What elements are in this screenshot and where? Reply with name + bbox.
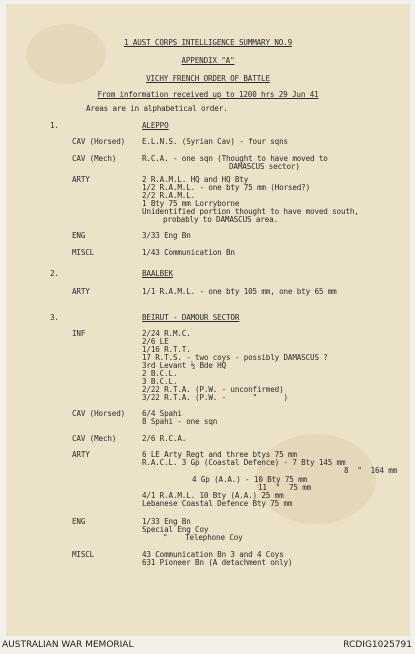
unit-entry: 3rd Levant ½ Bde HQ: [142, 361, 227, 370]
unit-label: ARTY: [72, 450, 90, 459]
unit-entry: 2/6 R.C.A.: [142, 434, 187, 443]
document-title: 1 AUST CORPS INTELLIGENCE SUMMARY NO.9: [123, 38, 293, 47]
section-title: BAALBEK: [142, 269, 173, 278]
unit-entry: R.A.C.L. 3 Gp (Coastal Defence) - 7 Bty 145 mm: [142, 458, 346, 467]
appendix-heading: APPENDIX "A": [181, 56, 235, 65]
info-line: From information received up to 1200 hrs 29 Jun 41: [97, 90, 319, 99]
unit-entry: 631 Pioneer Bn (A detachment only): [142, 558, 293, 567]
unit-label: ARTY: [72, 287, 90, 296]
unit-entry: 1/1 R.A.M.L. - one bty 105 mm, one bty 65 mm: [142, 287, 337, 296]
unit-label: CAV (Horsed): [72, 409, 126, 418]
unit-label: ENG: [72, 517, 86, 526]
unit-entry: 1/33 Eng Bn: [142, 517, 191, 526]
unit-entry: DAMASCUS sector): [229, 162, 300, 171]
unit-entry: 2/22 R.T.A. (P.W. - unconfirmed): [142, 385, 284, 394]
unit-label: INF: [72, 329, 86, 338]
unit-entry: 2 R.A.M.L. HQ and HQ Bty: [142, 175, 249, 184]
unit-entry: " Telephone Coy: [163, 533, 243, 542]
unit-entry: 43 Communication Bn 3 and 4 Coys: [142, 550, 284, 559]
section-number: 2.: [50, 269, 59, 278]
section-title: BEIRUT - DAMOUR SECTOR: [142, 313, 240, 322]
unit-entry: R.C.A. - one sqn (Thought to have moved to: [142, 154, 328, 163]
unit-entry: 2/24 R.M.C.: [142, 329, 191, 338]
unit-entry: 6 LE Arty Regt and three btys 75 mm: [142, 450, 297, 459]
unit-entry: 4/1 R.A.M.L. 10 Bty (A.A.) 25 mm: [142, 491, 284, 500]
section-number: 1.: [50, 121, 59, 130]
unit-entry: Special Eng Coy: [142, 525, 209, 534]
unit-entry: E.L.N.S. (Syrian Cav) - four sqns: [142, 137, 288, 146]
unit-entry: 6/4 Spahi: [142, 409, 182, 418]
unit-entry: 3/33 Eng Bn: [142, 231, 191, 240]
unit-label: MISCL: [72, 550, 95, 559]
unit-entry: 1/2 R.A.M.L. - one bty 75 mm (Horsed?): [142, 183, 311, 192]
unit-label: CAV (Horsed): [72, 137, 126, 146]
unit-entry: 4 Gp (A.A.) - 10 Bty 75 mm: [192, 475, 307, 484]
unit-entry: Lebanese Coastal Defence Bty 75 mm: [142, 499, 293, 508]
unit-entry: probably to DAMASCUS area.: [163, 215, 278, 224]
unit-entry: Unidentified portion thought to have moved south,: [142, 207, 359, 216]
unit-label: MISCL: [72, 248, 95, 257]
unit-entry: 2 B.C.L.: [142, 369, 178, 378]
unit-entry: 2/2 R.A.M.L.: [142, 191, 196, 200]
unit-label: ARTY: [72, 175, 90, 184]
unit-entry: 17 R.T.S. - two coys - possibly DAMASCUS ?: [142, 353, 328, 362]
note: Areas are in alphabetical order.: [86, 104, 228, 113]
subtitle: VICHY FRENCH ORDER OF BATTLE: [146, 74, 270, 83]
footer-right: RCDIG1025791: [343, 640, 412, 650]
unit-entry: 11 " 75 mm: [258, 483, 312, 492]
unit-entry: 8 Spahi - one sqn: [142, 417, 218, 426]
document-page: [6, 4, 410, 636]
unit-label: ENG: [72, 231, 86, 240]
section-title: ALEPPO: [142, 121, 169, 130]
unit-entry: 1 Bty 75 mm Lorryborne: [142, 199, 240, 208]
unit-entry: 8 " 164 mm: [344, 466, 398, 475]
section-number: 3.: [50, 313, 59, 322]
footer-left: AUSTRALIAN WAR MEMORIAL: [2, 640, 134, 650]
unit-entry: 3 B.C.L.: [142, 377, 178, 386]
unit-entry: 2/6 LE: [142, 337, 169, 346]
unit-entry: 1/43 Communication Bn: [142, 248, 235, 257]
unit-label: CAV (Mech): [72, 154, 117, 163]
unit-entry: 1/16 R.T.T.: [142, 345, 191, 354]
unit-label: CAV (Mech): [72, 434, 117, 443]
unit-entry: 3/22 R.T.A. (P.W. - " ): [142, 393, 288, 402]
